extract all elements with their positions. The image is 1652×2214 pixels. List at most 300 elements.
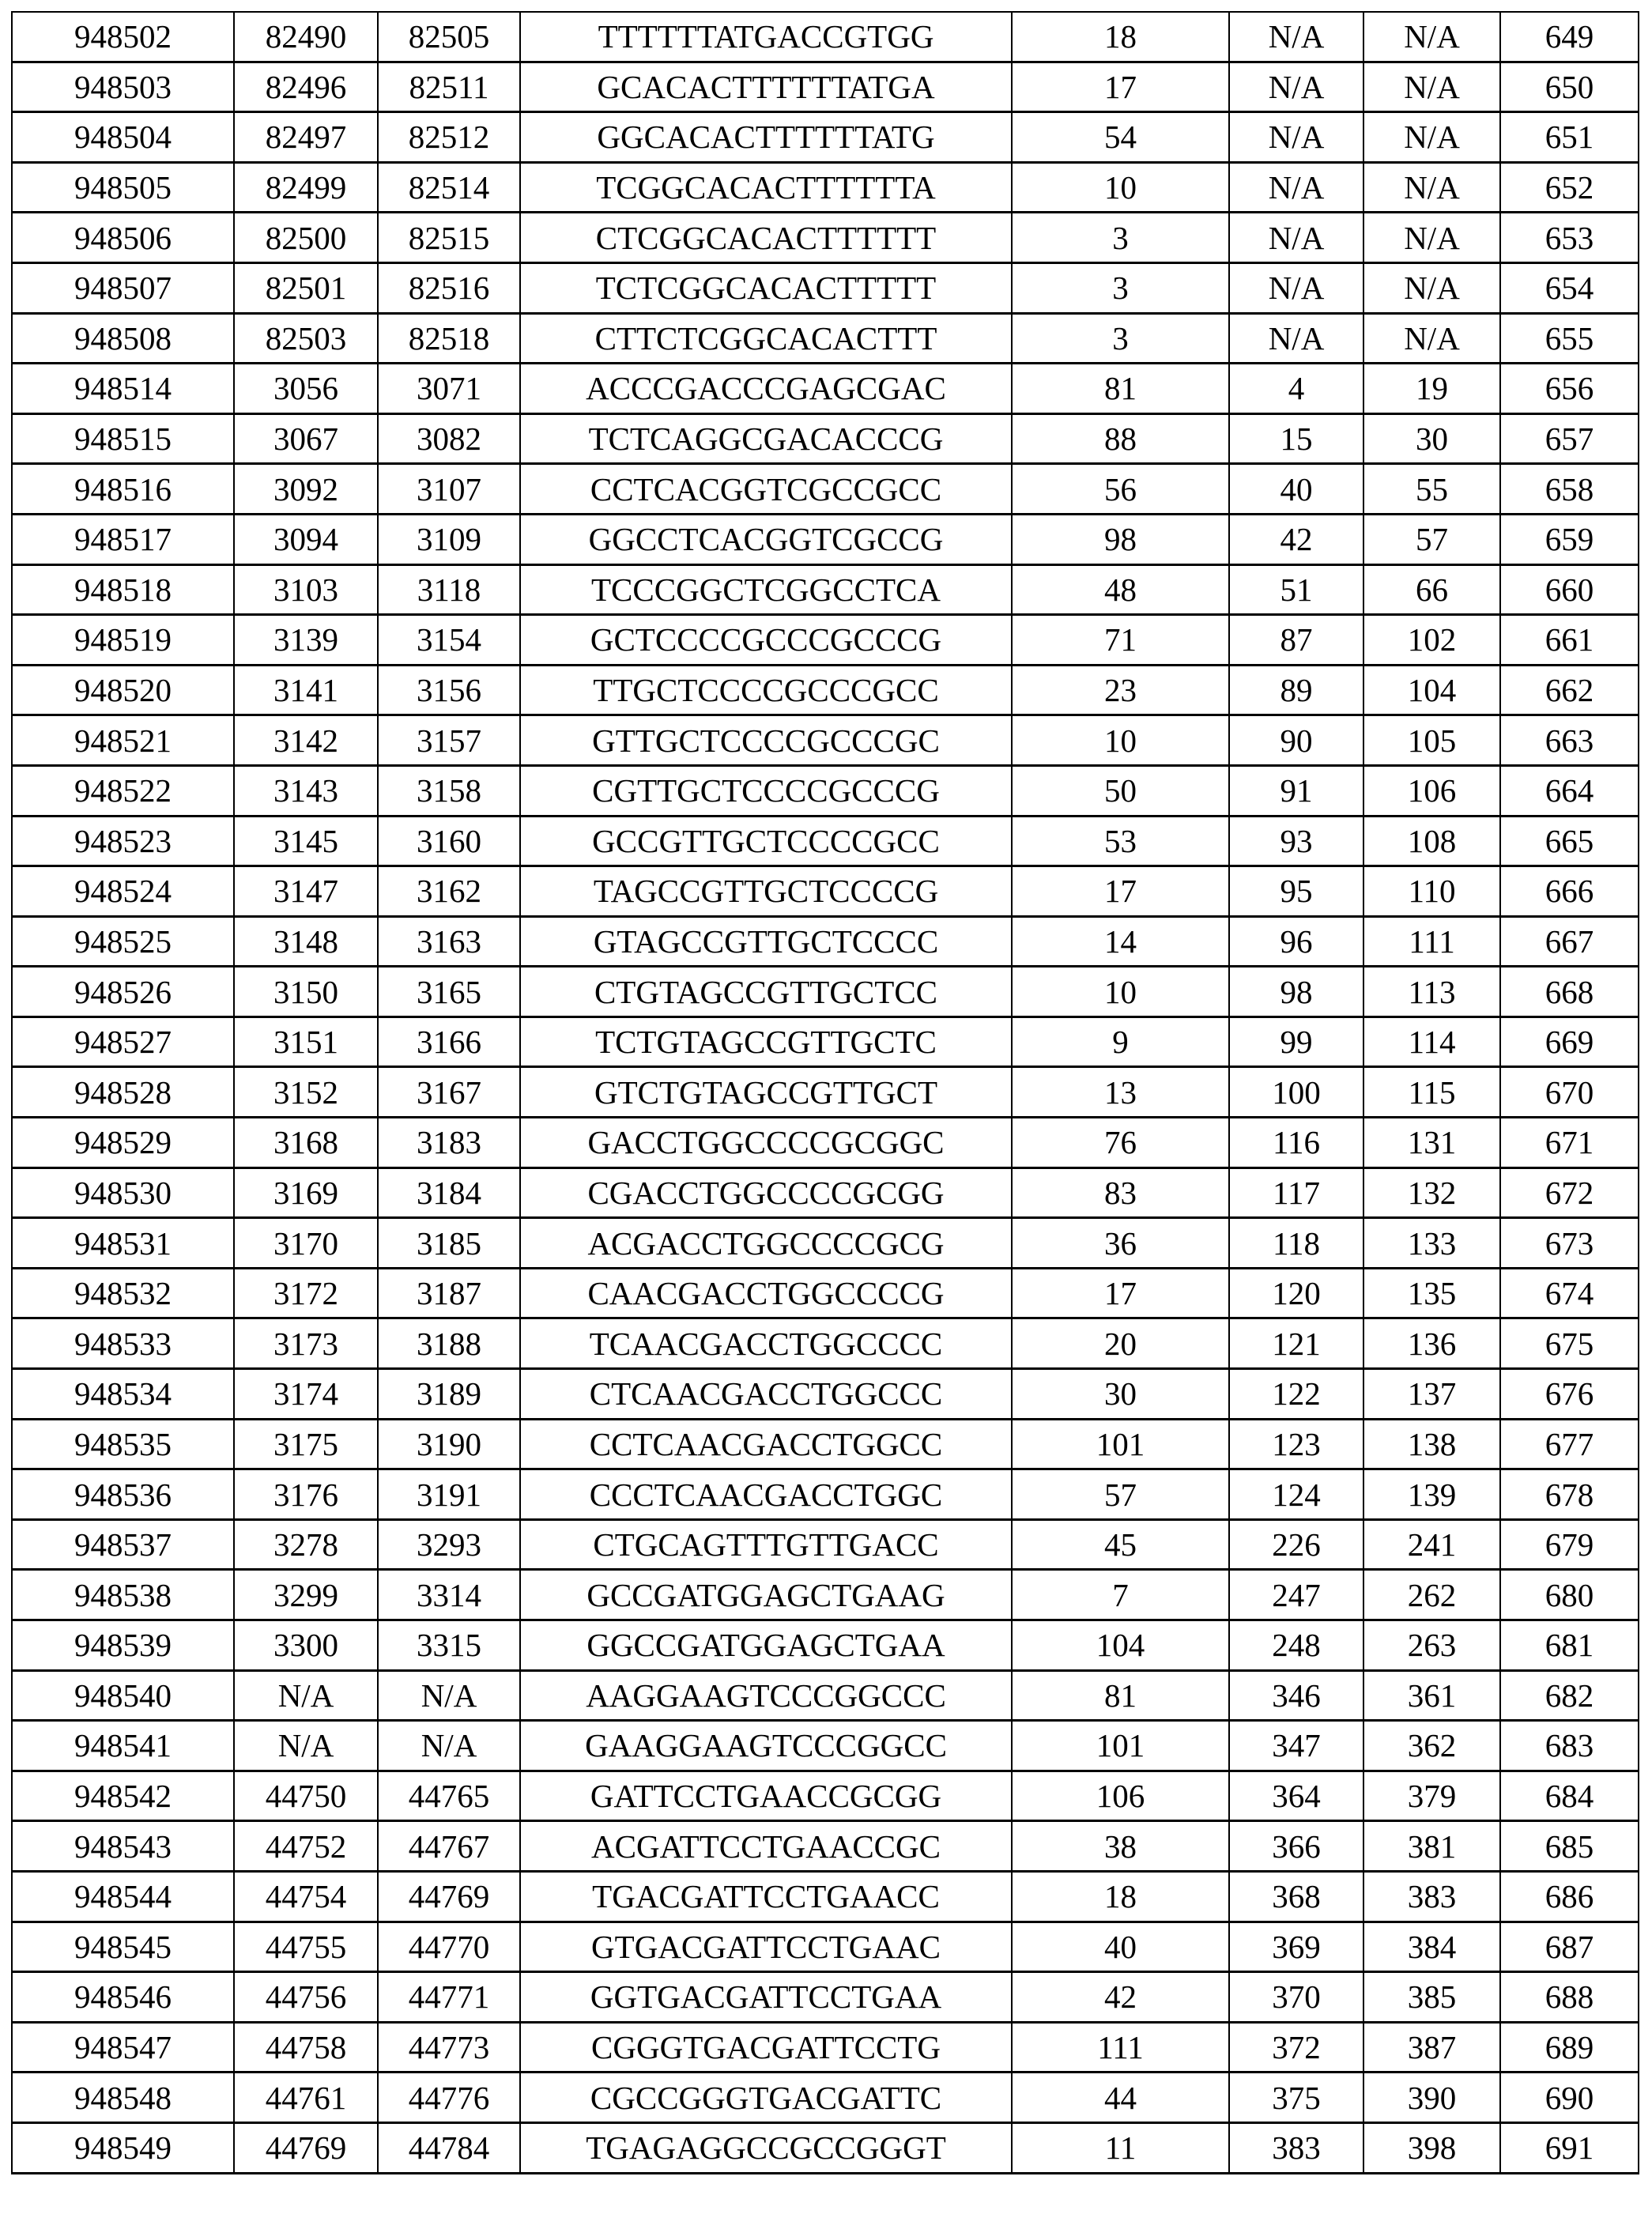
start-site-1-cell: 3139 xyxy=(234,615,378,666)
stop-site-1-cell: 44771 xyxy=(378,1972,520,2023)
sequence-cell: CTCAACGACCTGGCCC xyxy=(520,1369,1012,1420)
start-site-2-cell: 118 xyxy=(1229,1218,1363,1269)
seq-id-no-cell: 682 xyxy=(1500,1670,1639,1721)
start-site-2-cell: 372 xyxy=(1229,2022,1363,2073)
value-cell: 98 xyxy=(1012,514,1229,564)
start-site-1-cell: 44755 xyxy=(234,1922,378,1972)
stop-site-2-cell: N/A xyxy=(1363,313,1500,364)
seq-id-no-cell: 660 xyxy=(1500,564,1639,615)
stop-site-2-cell: 381 xyxy=(1363,1821,1500,1872)
stop-site-2-cell: 115 xyxy=(1363,1067,1500,1118)
compound-id-cell: 948534 xyxy=(12,1369,234,1420)
stop-site-1-cell: 3156 xyxy=(378,665,520,715)
table-row xyxy=(12,514,1639,564)
sequence-cell: GTTGCTCCCCGCCCGC xyxy=(520,715,1012,766)
table-row xyxy=(12,967,1639,1017)
start-site-1-cell: 3176 xyxy=(234,1469,378,1520)
value-cell: 57 xyxy=(1012,1469,1229,1520)
sequence-cell: CGACCTGGCCCCGCGG xyxy=(520,1167,1012,1218)
stop-site-1-cell: 3118 xyxy=(378,564,520,615)
sequence-cell: TCGGCACACTTTTTTA xyxy=(520,162,1012,213)
value-cell: 30 xyxy=(1012,1369,1229,1420)
seq-id-no-cell: 659 xyxy=(1500,514,1639,564)
stop-site-2-cell: 262 xyxy=(1363,1570,1500,1620)
sequence-cell: TTGCTCCCCGCCCGCC xyxy=(520,665,1012,715)
stop-site-1-cell: 82514 xyxy=(378,162,520,213)
stop-site-2-cell: 383 xyxy=(1363,1871,1500,1922)
start-site-2-cell: 369 xyxy=(1229,1922,1363,1972)
table-row xyxy=(12,866,1639,917)
start-site-2-cell: 120 xyxy=(1229,1268,1363,1318)
stop-site-1-cell: 3162 xyxy=(378,866,520,917)
stop-site-1-cell: 3293 xyxy=(378,1519,520,1570)
sequence-cell: GGCCGATGGAGCTGAA xyxy=(520,1620,1012,1671)
value-cell: 10 xyxy=(1012,162,1229,213)
start-site-1-cell: 3168 xyxy=(234,1118,378,1168)
start-site-2-cell: 383 xyxy=(1229,2122,1363,2173)
seq-id-no-cell: 686 xyxy=(1500,1871,1639,1922)
table-row xyxy=(12,1218,1639,1269)
table-row xyxy=(12,1318,1639,1369)
stop-site-2-cell: 398 xyxy=(1363,2122,1500,2173)
table-row xyxy=(12,364,1639,414)
compound-id-cell: 948506 xyxy=(12,213,234,263)
compound-id-cell: 948507 xyxy=(12,262,234,313)
start-site-2-cell: 366 xyxy=(1229,1821,1363,1872)
table-row xyxy=(12,1821,1639,1872)
start-site-2-cell: 123 xyxy=(1229,1419,1363,1469)
stop-site-2-cell: N/A xyxy=(1363,162,1500,213)
sequence-cell: CCTCACGGTCGCCGCC xyxy=(520,464,1012,515)
table-row xyxy=(12,916,1639,967)
stop-site-2-cell: 57 xyxy=(1363,514,1500,564)
stop-site-1-cell: 3187 xyxy=(378,1268,520,1318)
start-site-1-cell: 3145 xyxy=(234,816,378,866)
compound-id-cell: 948540 xyxy=(12,1670,234,1721)
stop-site-2-cell: 105 xyxy=(1363,715,1500,766)
stop-site-1-cell: N/A xyxy=(378,1721,520,1771)
table-row xyxy=(12,1771,1639,1821)
start-site-2-cell: 248 xyxy=(1229,1620,1363,1671)
stop-site-2-cell: 385 xyxy=(1363,1972,1500,2023)
start-site-1-cell: 82490 xyxy=(234,12,378,62)
compound-id-cell: 948503 xyxy=(12,62,234,112)
sequence-cell: GATTCCTGAACCGCGG xyxy=(520,1771,1012,1821)
start-site-1-cell: 82496 xyxy=(234,62,378,112)
compound-id-cell: 948547 xyxy=(12,2022,234,2073)
seq-id-no-cell: 676 xyxy=(1500,1369,1639,1420)
value-cell: 42 xyxy=(1012,1972,1229,2023)
stop-site-1-cell: 3165 xyxy=(378,967,520,1017)
compound-id-cell: 948505 xyxy=(12,162,234,213)
sequence-cell: TCAACGACCTGGCCCC xyxy=(520,1318,1012,1369)
table-body xyxy=(12,12,1639,2173)
seq-id-no-cell: 690 xyxy=(1500,2073,1639,2123)
compound-id-cell: 948517 xyxy=(12,514,234,564)
seq-id-no-cell: 689 xyxy=(1500,2022,1639,2073)
start-site-2-cell: 95 xyxy=(1229,866,1363,917)
value-cell: 17 xyxy=(1012,1268,1229,1318)
value-cell: 7 xyxy=(1012,1570,1229,1620)
value-cell: 104 xyxy=(1012,1620,1229,1671)
compound-id-cell: 948521 xyxy=(12,715,234,766)
seq-id-no-cell: 664 xyxy=(1500,765,1639,816)
compound-id-cell: 948545 xyxy=(12,1922,234,1972)
sequence-cell: CCCTCAACGACCTGGC xyxy=(520,1469,1012,1520)
seq-id-no-cell: 668 xyxy=(1500,967,1639,1017)
table-row xyxy=(12,1871,1639,1922)
stop-site-2-cell: 114 xyxy=(1363,1016,1500,1067)
sequence-cell: GTGACGATTCCTGAAC xyxy=(520,1922,1012,1972)
compound-id-cell: 948520 xyxy=(12,665,234,715)
stop-site-1-cell: 3160 xyxy=(378,816,520,866)
value-cell: 23 xyxy=(1012,665,1229,715)
table-row xyxy=(12,1067,1639,1118)
start-site-1-cell: 3103 xyxy=(234,564,378,615)
value-cell: 13 xyxy=(1012,1067,1229,1118)
seq-id-no-cell: 675 xyxy=(1500,1318,1639,1369)
start-site-2-cell: 121 xyxy=(1229,1318,1363,1369)
seq-id-no-cell: 671 xyxy=(1500,1118,1639,1168)
start-site-1-cell: 3173 xyxy=(234,1318,378,1369)
compound-id-cell: 948533 xyxy=(12,1318,234,1369)
stop-site-2-cell: 111 xyxy=(1363,916,1500,967)
table-row xyxy=(12,765,1639,816)
seq-id-no-cell: 674 xyxy=(1500,1268,1639,1318)
start-site-2-cell: 90 xyxy=(1229,715,1363,766)
start-site-2-cell: 89 xyxy=(1229,665,1363,715)
table-row xyxy=(12,1268,1639,1318)
value-cell: 3 xyxy=(1012,313,1229,364)
stop-site-2-cell: N/A xyxy=(1363,62,1500,112)
table-row xyxy=(12,615,1639,666)
compound-id-cell: 948537 xyxy=(12,1519,234,1570)
stop-site-1-cell: 3071 xyxy=(378,364,520,414)
compound-id-cell: 948536 xyxy=(12,1469,234,1520)
value-cell: 11 xyxy=(1012,2122,1229,2173)
start-site-2-cell: N/A xyxy=(1229,213,1363,263)
table-row xyxy=(12,715,1639,766)
start-site-2-cell: 370 xyxy=(1229,1972,1363,2023)
start-site-2-cell: N/A xyxy=(1229,112,1363,163)
table-row xyxy=(12,162,1639,213)
compound-id-cell: 948524 xyxy=(12,866,234,917)
value-cell: 3 xyxy=(1012,213,1229,263)
start-site-2-cell: N/A xyxy=(1229,62,1363,112)
stop-site-1-cell: 3190 xyxy=(378,1419,520,1469)
seq-id-no-cell: 670 xyxy=(1500,1067,1639,1118)
stop-site-1-cell: 3183 xyxy=(378,1118,520,1168)
stop-site-2-cell: 387 xyxy=(1363,2022,1500,2073)
stop-site-2-cell: 379 xyxy=(1363,1771,1500,1821)
start-site-2-cell: 364 xyxy=(1229,1771,1363,1821)
table-row xyxy=(12,1469,1639,1520)
sequence-cell: GCTCCCCGCCCGCCCG xyxy=(520,615,1012,666)
seq-id-no-cell: 677 xyxy=(1500,1419,1639,1469)
stop-site-1-cell: 3314 xyxy=(378,1570,520,1620)
compound-id-cell: 948504 xyxy=(12,112,234,163)
seq-id-no-cell: 652 xyxy=(1500,162,1639,213)
start-site-2-cell: 117 xyxy=(1229,1167,1363,1218)
start-site-2-cell: N/A xyxy=(1229,162,1363,213)
seq-id-no-cell: 673 xyxy=(1500,1218,1639,1269)
compound-id-cell: 948542 xyxy=(12,1771,234,1821)
value-cell: 83 xyxy=(1012,1167,1229,1218)
sequence-cell: ACGACCTGGCCCCGCG xyxy=(520,1218,1012,1269)
table-row xyxy=(12,1369,1639,1420)
value-cell: 14 xyxy=(1012,916,1229,967)
table-row xyxy=(12,665,1639,715)
start-site-2-cell: 96 xyxy=(1229,916,1363,967)
start-site-2-cell: 51 xyxy=(1229,564,1363,615)
table-row xyxy=(12,1922,1639,1972)
start-site-1-cell: 82501 xyxy=(234,262,378,313)
value-cell: 10 xyxy=(1012,967,1229,1017)
stop-site-2-cell: 106 xyxy=(1363,765,1500,816)
seq-id-no-cell: 656 xyxy=(1500,364,1639,414)
seq-id-no-cell: 678 xyxy=(1500,1469,1639,1520)
compound-id-cell: 948549 xyxy=(12,2122,234,2173)
stop-site-2-cell: 66 xyxy=(1363,564,1500,615)
compound-id-cell: 948502 xyxy=(12,12,234,62)
start-site-2-cell: 87 xyxy=(1229,615,1363,666)
start-site-1-cell: 44761 xyxy=(234,2073,378,2123)
table-row xyxy=(12,1167,1639,1218)
value-cell: 76 xyxy=(1012,1118,1229,1168)
stop-site-1-cell: 3188 xyxy=(378,1318,520,1369)
start-site-2-cell: 100 xyxy=(1229,1067,1363,1118)
value-cell: 10 xyxy=(1012,715,1229,766)
compound-id-cell: 948546 xyxy=(12,1972,234,2023)
stop-site-2-cell: 133 xyxy=(1363,1218,1500,1269)
start-site-2-cell: 42 xyxy=(1229,514,1363,564)
stop-site-1-cell: 3109 xyxy=(378,514,520,564)
value-cell: 48 xyxy=(1012,564,1229,615)
table-row xyxy=(12,262,1639,313)
start-site-2-cell: 247 xyxy=(1229,1570,1363,1620)
stop-site-1-cell: 3184 xyxy=(378,1167,520,1218)
table-row xyxy=(12,2022,1639,2073)
stop-site-2-cell: 361 xyxy=(1363,1670,1500,1721)
table-row xyxy=(12,1972,1639,2023)
seq-id-no-cell: 679 xyxy=(1500,1519,1639,1570)
value-cell: 45 xyxy=(1012,1519,1229,1570)
start-site-2-cell: 99 xyxy=(1229,1016,1363,1067)
compound-id-cell: 948515 xyxy=(12,413,234,464)
stop-site-1-cell: 44769 xyxy=(378,1871,520,1922)
value-cell: 81 xyxy=(1012,1670,1229,1721)
sequence-cell: GCCGATGGAGCTGAAG xyxy=(520,1570,1012,1620)
start-site-1-cell: 3141 xyxy=(234,665,378,715)
start-site-1-cell: N/A xyxy=(234,1670,378,1721)
sequence-cell: GTAGCCGTTGCTCCCC xyxy=(520,916,1012,967)
stop-site-1-cell: 3166 xyxy=(378,1016,520,1067)
seq-id-no-cell: 657 xyxy=(1500,413,1639,464)
seq-id-no-cell: 683 xyxy=(1500,1721,1639,1771)
start-site-1-cell: 82497 xyxy=(234,112,378,163)
compound-id-cell: 948529 xyxy=(12,1118,234,1168)
start-site-1-cell: 3169 xyxy=(234,1167,378,1218)
table-row xyxy=(12,112,1639,163)
stop-site-1-cell: 82511 xyxy=(378,62,520,112)
compound-id-cell: 948523 xyxy=(12,816,234,866)
value-cell: 40 xyxy=(1012,1922,1229,1972)
stop-site-1-cell: 3157 xyxy=(378,715,520,766)
sequence-cell: CAACGACCTGGCCCCG xyxy=(520,1268,1012,1318)
value-cell: 54 xyxy=(1012,112,1229,163)
seq-id-no-cell: 661 xyxy=(1500,615,1639,666)
start-site-1-cell: 3143 xyxy=(234,765,378,816)
stop-site-1-cell: 82515 xyxy=(378,213,520,263)
seq-id-no-cell: 666 xyxy=(1500,866,1639,917)
start-site-2-cell: N/A xyxy=(1229,313,1363,364)
value-cell: 81 xyxy=(1012,364,1229,414)
sequence-cell: ACGATTCCTGAACCGC xyxy=(520,1821,1012,1872)
sequence-cell: GAAGGAAGTCCCGGCC xyxy=(520,1721,1012,1771)
stop-site-2-cell: 241 xyxy=(1363,1519,1500,1570)
start-site-1-cell: 82500 xyxy=(234,213,378,263)
start-site-2-cell: 93 xyxy=(1229,816,1363,866)
stop-site-2-cell: 104 xyxy=(1363,665,1500,715)
sequence-cell: CGTTGCTCCCCGCCCG xyxy=(520,765,1012,816)
stop-site-2-cell: 113 xyxy=(1363,967,1500,1017)
stop-site-1-cell: 3082 xyxy=(378,413,520,464)
start-site-1-cell: 3300 xyxy=(234,1620,378,1671)
seq-id-no-cell: 653 xyxy=(1500,213,1639,263)
start-site-1-cell: 3150 xyxy=(234,967,378,1017)
sequence-cell: GACCTGGCCCCGCGGC xyxy=(520,1118,1012,1168)
stop-site-2-cell: 110 xyxy=(1363,866,1500,917)
seq-id-no-cell: 688 xyxy=(1500,1972,1639,2023)
start-site-1-cell: 3170 xyxy=(234,1218,378,1269)
seq-id-no-cell: 654 xyxy=(1500,262,1639,313)
start-site-2-cell: 98 xyxy=(1229,967,1363,1017)
start-site-2-cell: N/A xyxy=(1229,12,1363,62)
stop-site-2-cell: 138 xyxy=(1363,1419,1500,1469)
seq-id-no-cell: 667 xyxy=(1500,916,1639,967)
start-site-1-cell: 44752 xyxy=(234,1821,378,1872)
table-row xyxy=(12,1118,1639,1168)
table-row xyxy=(12,1721,1639,1771)
sequence-cell: CTGCAGTTTGTTGACC xyxy=(520,1519,1012,1570)
start-site-2-cell: 15 xyxy=(1229,413,1363,464)
value-cell: 17 xyxy=(1012,866,1229,917)
sequence-cell: CTGTAGCCGTTGCTCC xyxy=(520,967,1012,1017)
stop-site-2-cell: 102 xyxy=(1363,615,1500,666)
table-row xyxy=(12,564,1639,615)
table-row xyxy=(12,816,1639,866)
table-row xyxy=(12,313,1639,364)
sequence-cell: GCCGTTGCTCCCCGCC xyxy=(520,816,1012,866)
stop-site-2-cell: 137 xyxy=(1363,1369,1500,1420)
compound-id-cell: 948514 xyxy=(12,364,234,414)
sequence-cell: TCTCAGGCGACACCCG xyxy=(520,413,1012,464)
sequence-cell: ACCCGACCCGAGCGAC xyxy=(520,364,1012,414)
seq-id-no-cell: 672 xyxy=(1500,1167,1639,1218)
value-cell: 101 xyxy=(1012,1419,1229,1469)
seq-id-no-cell: 685 xyxy=(1500,1821,1639,1872)
start-site-1-cell: 3174 xyxy=(234,1369,378,1420)
start-site-1-cell: 3172 xyxy=(234,1268,378,1318)
stop-site-2-cell: 30 xyxy=(1363,413,1500,464)
value-cell: 3 xyxy=(1012,262,1229,313)
stop-site-1-cell: N/A xyxy=(378,1670,520,1721)
value-cell: 36 xyxy=(1012,1218,1229,1269)
stop-site-2-cell: 131 xyxy=(1363,1118,1500,1168)
value-cell: 18 xyxy=(1012,1871,1229,1922)
compound-id-cell: 948544 xyxy=(12,1871,234,1922)
start-site-1-cell: 3094 xyxy=(234,514,378,564)
value-cell: 17 xyxy=(1012,62,1229,112)
value-cell: 9 xyxy=(1012,1016,1229,1067)
start-site-1-cell: 3152 xyxy=(234,1067,378,1118)
table-row xyxy=(12,1419,1639,1469)
sequence-cell: CGCCGGGTGACGATTC xyxy=(520,2073,1012,2123)
start-site-1-cell: 3147 xyxy=(234,866,378,917)
seq-id-no-cell: 662 xyxy=(1500,665,1639,715)
compound-id-cell: 948527 xyxy=(12,1016,234,1067)
stop-site-1-cell: 3107 xyxy=(378,464,520,515)
value-cell: 56 xyxy=(1012,464,1229,515)
stop-site-1-cell: 44784 xyxy=(378,2122,520,2173)
table-row xyxy=(12,213,1639,263)
sequence-cell: CCTCAACGACCTGGCC xyxy=(520,1419,1012,1469)
sequence-cell: TGACGATTCCTGAACC xyxy=(520,1871,1012,1922)
value-cell: 18 xyxy=(1012,12,1229,62)
compound-id-cell: 948522 xyxy=(12,765,234,816)
stop-site-1-cell: 44765 xyxy=(378,1771,520,1821)
stop-site-2-cell: 108 xyxy=(1363,816,1500,866)
stop-site-1-cell: 3158 xyxy=(378,765,520,816)
value-cell: 101 xyxy=(1012,1721,1229,1771)
sequence-cell: GTCTGTAGCCGTTGCT xyxy=(520,1067,1012,1118)
stop-site-2-cell: N/A xyxy=(1363,12,1500,62)
compound-id-cell: 948526 xyxy=(12,967,234,1017)
start-site-2-cell: 347 xyxy=(1229,1721,1363,1771)
start-site-2-cell: 91 xyxy=(1229,765,1363,816)
stop-site-1-cell: 3154 xyxy=(378,615,520,666)
stop-site-2-cell: N/A xyxy=(1363,213,1500,263)
sequence-cell: GGTGACGATTCCTGAA xyxy=(520,1972,1012,2023)
stop-site-2-cell: N/A xyxy=(1363,112,1500,163)
sequence-cell: TCTCGGCACACTTTTT xyxy=(520,262,1012,313)
start-site-1-cell: 3299 xyxy=(234,1570,378,1620)
sequence-cell: CGGGTGACGATTCCTG xyxy=(520,2022,1012,2073)
value-cell: 88 xyxy=(1012,413,1229,464)
start-site-1-cell: 3067 xyxy=(234,413,378,464)
seq-id-no-cell: 658 xyxy=(1500,464,1639,515)
stop-site-2-cell: 263 xyxy=(1363,1620,1500,1671)
stop-site-2-cell: N/A xyxy=(1363,262,1500,313)
seq-id-no-cell: 650 xyxy=(1500,62,1639,112)
value-cell: 20 xyxy=(1012,1318,1229,1369)
start-site-1-cell: 3056 xyxy=(234,364,378,414)
stop-site-1-cell: 44767 xyxy=(378,1821,520,1872)
value-cell: 50 xyxy=(1012,765,1229,816)
seq-id-no-cell: 649 xyxy=(1500,12,1639,62)
value-cell: 111 xyxy=(1012,2022,1229,2073)
table-row xyxy=(12,2073,1639,2123)
start-site-1-cell: 3148 xyxy=(234,916,378,967)
sequence-cell: GGCCTCACGGTCGCCG xyxy=(520,514,1012,564)
table-row xyxy=(12,1670,1639,1721)
start-site-1-cell: 82503 xyxy=(234,313,378,364)
stop-site-2-cell: 384 xyxy=(1363,1922,1500,1972)
stop-site-2-cell: 132 xyxy=(1363,1167,1500,1218)
start-site-2-cell: 124 xyxy=(1229,1469,1363,1520)
stop-site-1-cell: 82505 xyxy=(378,12,520,62)
stop-site-1-cell: 3163 xyxy=(378,916,520,967)
